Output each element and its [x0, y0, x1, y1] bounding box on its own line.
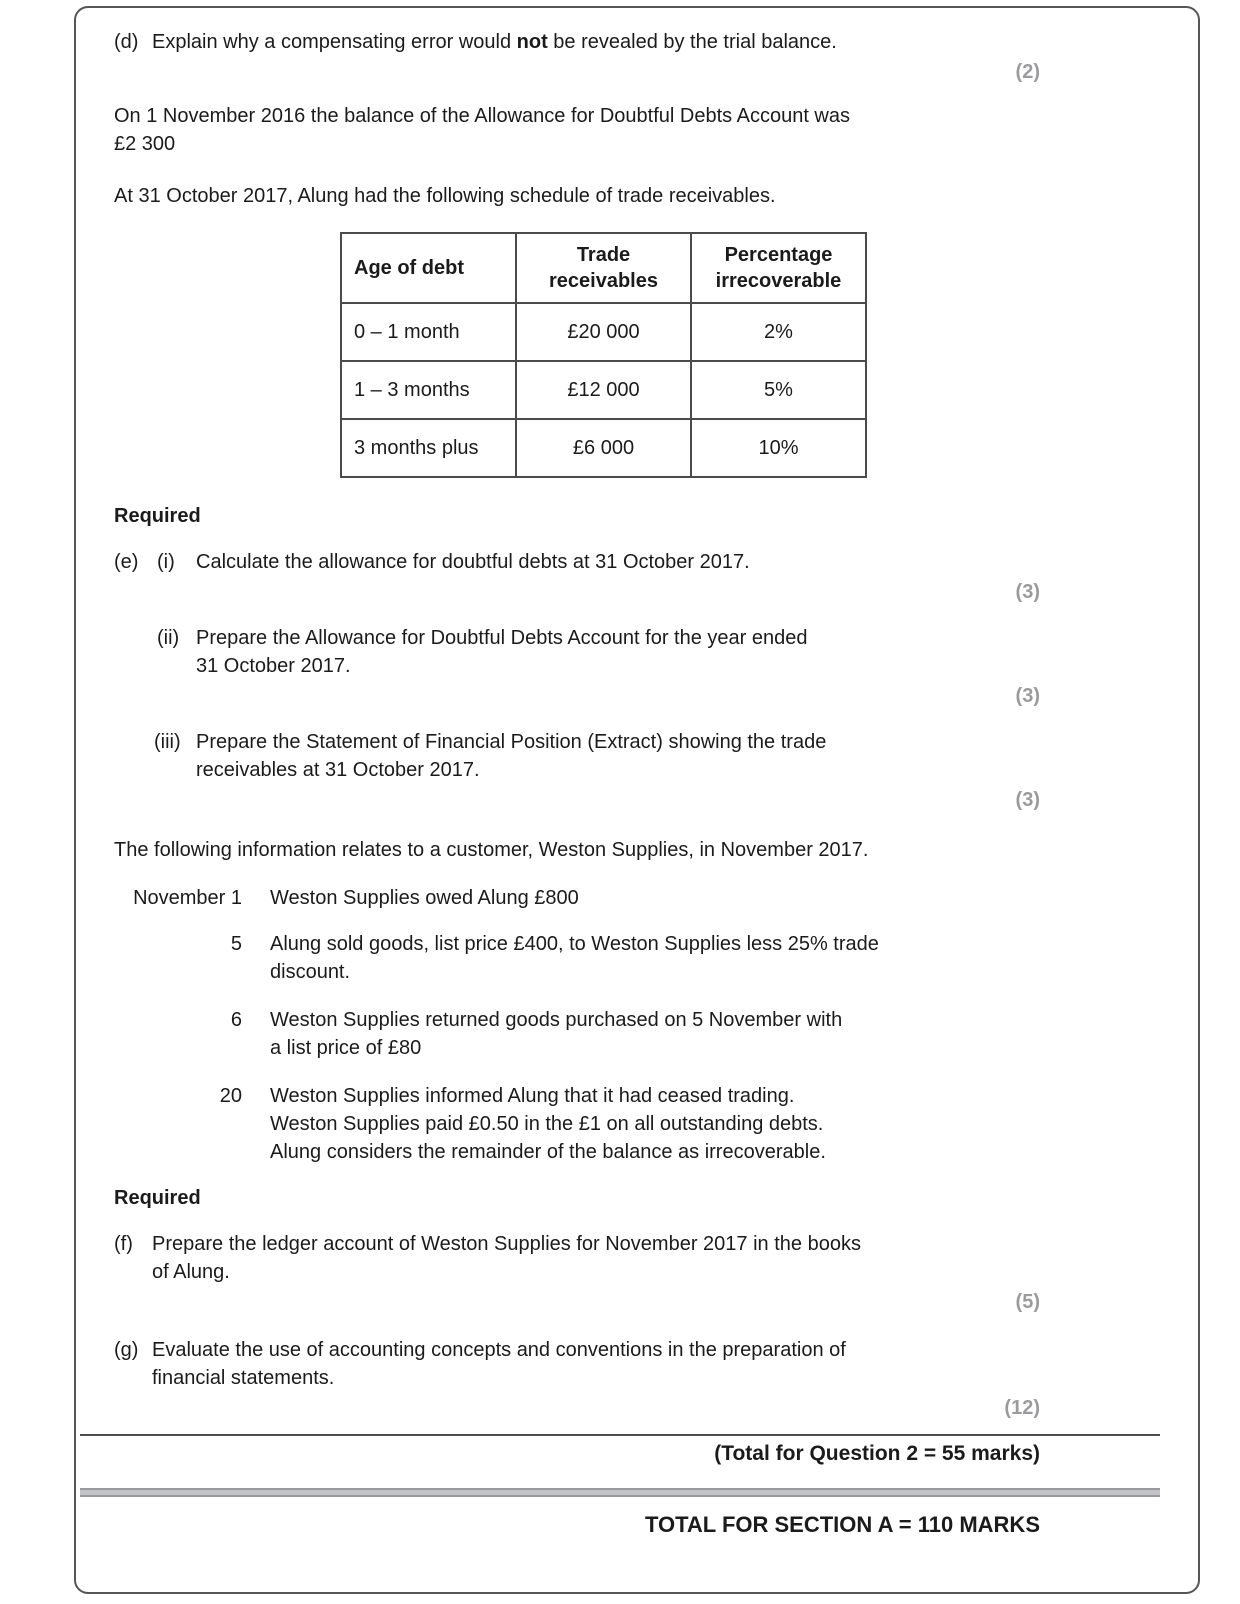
event-line: Weston Supplies paid £0.50 in the £1 on all outstanding debts. — [270, 1113, 824, 1135]
table-row — [341, 361, 866, 419]
question-e-iii — [154, 728, 1040, 784]
event-line: discount. — [270, 961, 351, 983]
question-d-text — [152, 28, 1040, 56]
event-line: Alung considers the remainder of the balance as irrecoverable. — [270, 1141, 826, 1163]
event-november-6 — [114, 1006, 1040, 1062]
paragraph-allowance-balance-line1: On 1 November 2016 the balance of the Allowance for Doubtful Debts Account was — [114, 105, 850, 127]
event-november-20 — [114, 1082, 1040, 1166]
question-e-i — [114, 548, 1040, 576]
event-date: 6 — [230, 1009, 242, 1031]
question-d-label: (d) — [114, 31, 139, 53]
event-line: Weston Supplies returned goods purchased on 5 November with — [270, 1009, 843, 1031]
question-e-ii-label: (ii) — [157, 627, 180, 649]
question-e-iii-line1: Prepare the Statement of Financial Position (Extract) showing the trade — [196, 731, 827, 753]
question-f-line1: Prepare the ledger account of Weston Supplies for November 2017 in the books — [152, 1233, 861, 1255]
table-header-percentage-irrecoverable: Percentage irrecoverable — [691, 233, 866, 303]
event-text — [270, 884, 1040, 912]
event-november-1 — [114, 884, 1040, 912]
event-text — [270, 930, 1040, 986]
paragraph-allowance-balance-line2: £2 300 — [114, 133, 176, 155]
section-divider-bar — [80, 1488, 1160, 1497]
table-header-row — [341, 233, 866, 303]
event-line: Weston Supplies owed Alung £800 — [270, 887, 579, 909]
table-cell: £20 000 — [516, 303, 691, 361]
event-date: 20 — [219, 1085, 242, 1107]
marks-d: (2) — [1015, 61, 1040, 83]
marks-e-ii: (3) — [1015, 685, 1040, 707]
event-line: Weston Supplies informed Alung that it had ceased trading. — [270, 1085, 795, 1107]
question-g-text — [152, 1336, 1040, 1392]
question-f-text — [152, 1230, 1040, 1286]
question-d — [114, 28, 1040, 56]
table-cell: 3 months plus — [341, 419, 516, 477]
question-f-label: (f) — [114, 1233, 133, 1255]
table-row — [341, 419, 866, 477]
question-e-iii-line2: receivables at 31 October 2017. — [196, 759, 480, 781]
question-e-label: (e) — [114, 551, 139, 573]
question-f-line2: of Alung. — [152, 1261, 230, 1283]
marks-e-i: (3) — [1015, 581, 1040, 603]
question-g-line1: Evaluate the use of accounting concepts and conventions in the preparation of — [152, 1339, 846, 1361]
marks-g: (12) — [1004, 1397, 1040, 1419]
table-cell: 1 – 3 months — [341, 361, 516, 419]
table-cell: 5% — [691, 361, 866, 419]
question-e-ii — [157, 624, 1040, 680]
paragraph-allowance-balance — [114, 102, 1040, 158]
event-text — [270, 1006, 1040, 1062]
receivables-table — [340, 232, 867, 478]
page-content — [114, 28, 1040, 1539]
question-g — [114, 1336, 1040, 1392]
event-text — [270, 1082, 1040, 1166]
table-cell: 0 – 1 month — [341, 303, 516, 361]
marks-f: (5) — [1015, 1291, 1040, 1313]
table-header-age-of-debt: Age of debt — [341, 233, 516, 303]
question-f — [114, 1230, 1040, 1286]
question-e-i-label: (i) — [157, 551, 175, 573]
question-d-text-bold: not — [516, 31, 548, 53]
question-e-ii-line1: Prepare the Allowance for Doubtful Debts Account for the year ended — [196, 627, 808, 649]
question-e-i-text: Calculate the allowance for doubtful debts at 31 October 2017. — [196, 551, 750, 573]
question-e-iii-text — [196, 728, 1040, 784]
paragraph-schedule-intro: At 31 October 2017, Alung had the following schedule of trade receivables. — [114, 185, 776, 207]
question-e-iii-label: (iii) — [154, 731, 181, 753]
required-heading: Required — [114, 505, 201, 527]
paragraph-weston-intro: The following information relates to a customer, Weston Supplies, in November 2017. — [114, 839, 869, 861]
question-d-text-pre: Explain why a compensating error would — [152, 31, 517, 53]
question-e-ii-line2: 31 October 2017. — [196, 655, 351, 677]
event-date: 5 — [230, 933, 242, 955]
marks-e-iii: (3) — [1015, 789, 1040, 811]
table-cell: £12 000 — [516, 361, 691, 419]
table-row — [341, 303, 866, 361]
question-e-ii-text — [196, 624, 1040, 680]
table-cell: 2% — [691, 303, 866, 361]
event-date: November 1 — [133, 887, 242, 909]
table-cell: 10% — [691, 419, 866, 477]
event-november-5 — [114, 930, 1040, 986]
section-total: TOTAL FOR SECTION A = 110 MARKS — [644, 1512, 1040, 1537]
question-total: (Total for Question 2 = 55 marks) — [714, 1442, 1040, 1465]
question-g-line2: financial statements. — [152, 1367, 335, 1389]
question-total-rule — [80, 1434, 1160, 1436]
required-heading: Required — [114, 1187, 201, 1209]
event-line: a list price of £80 — [270, 1037, 422, 1059]
table-cell: £6 000 — [516, 419, 691, 477]
question-g-label: (g) — [114, 1339, 139, 1361]
question-d-text-post: be revealed by the trial balance. — [547, 31, 837, 53]
table-header-trade-receivables: Trade receivables — [516, 233, 691, 303]
event-line: Alung sold goods, list price £400, to Weston Supplies less 25% trade — [270, 933, 879, 955]
